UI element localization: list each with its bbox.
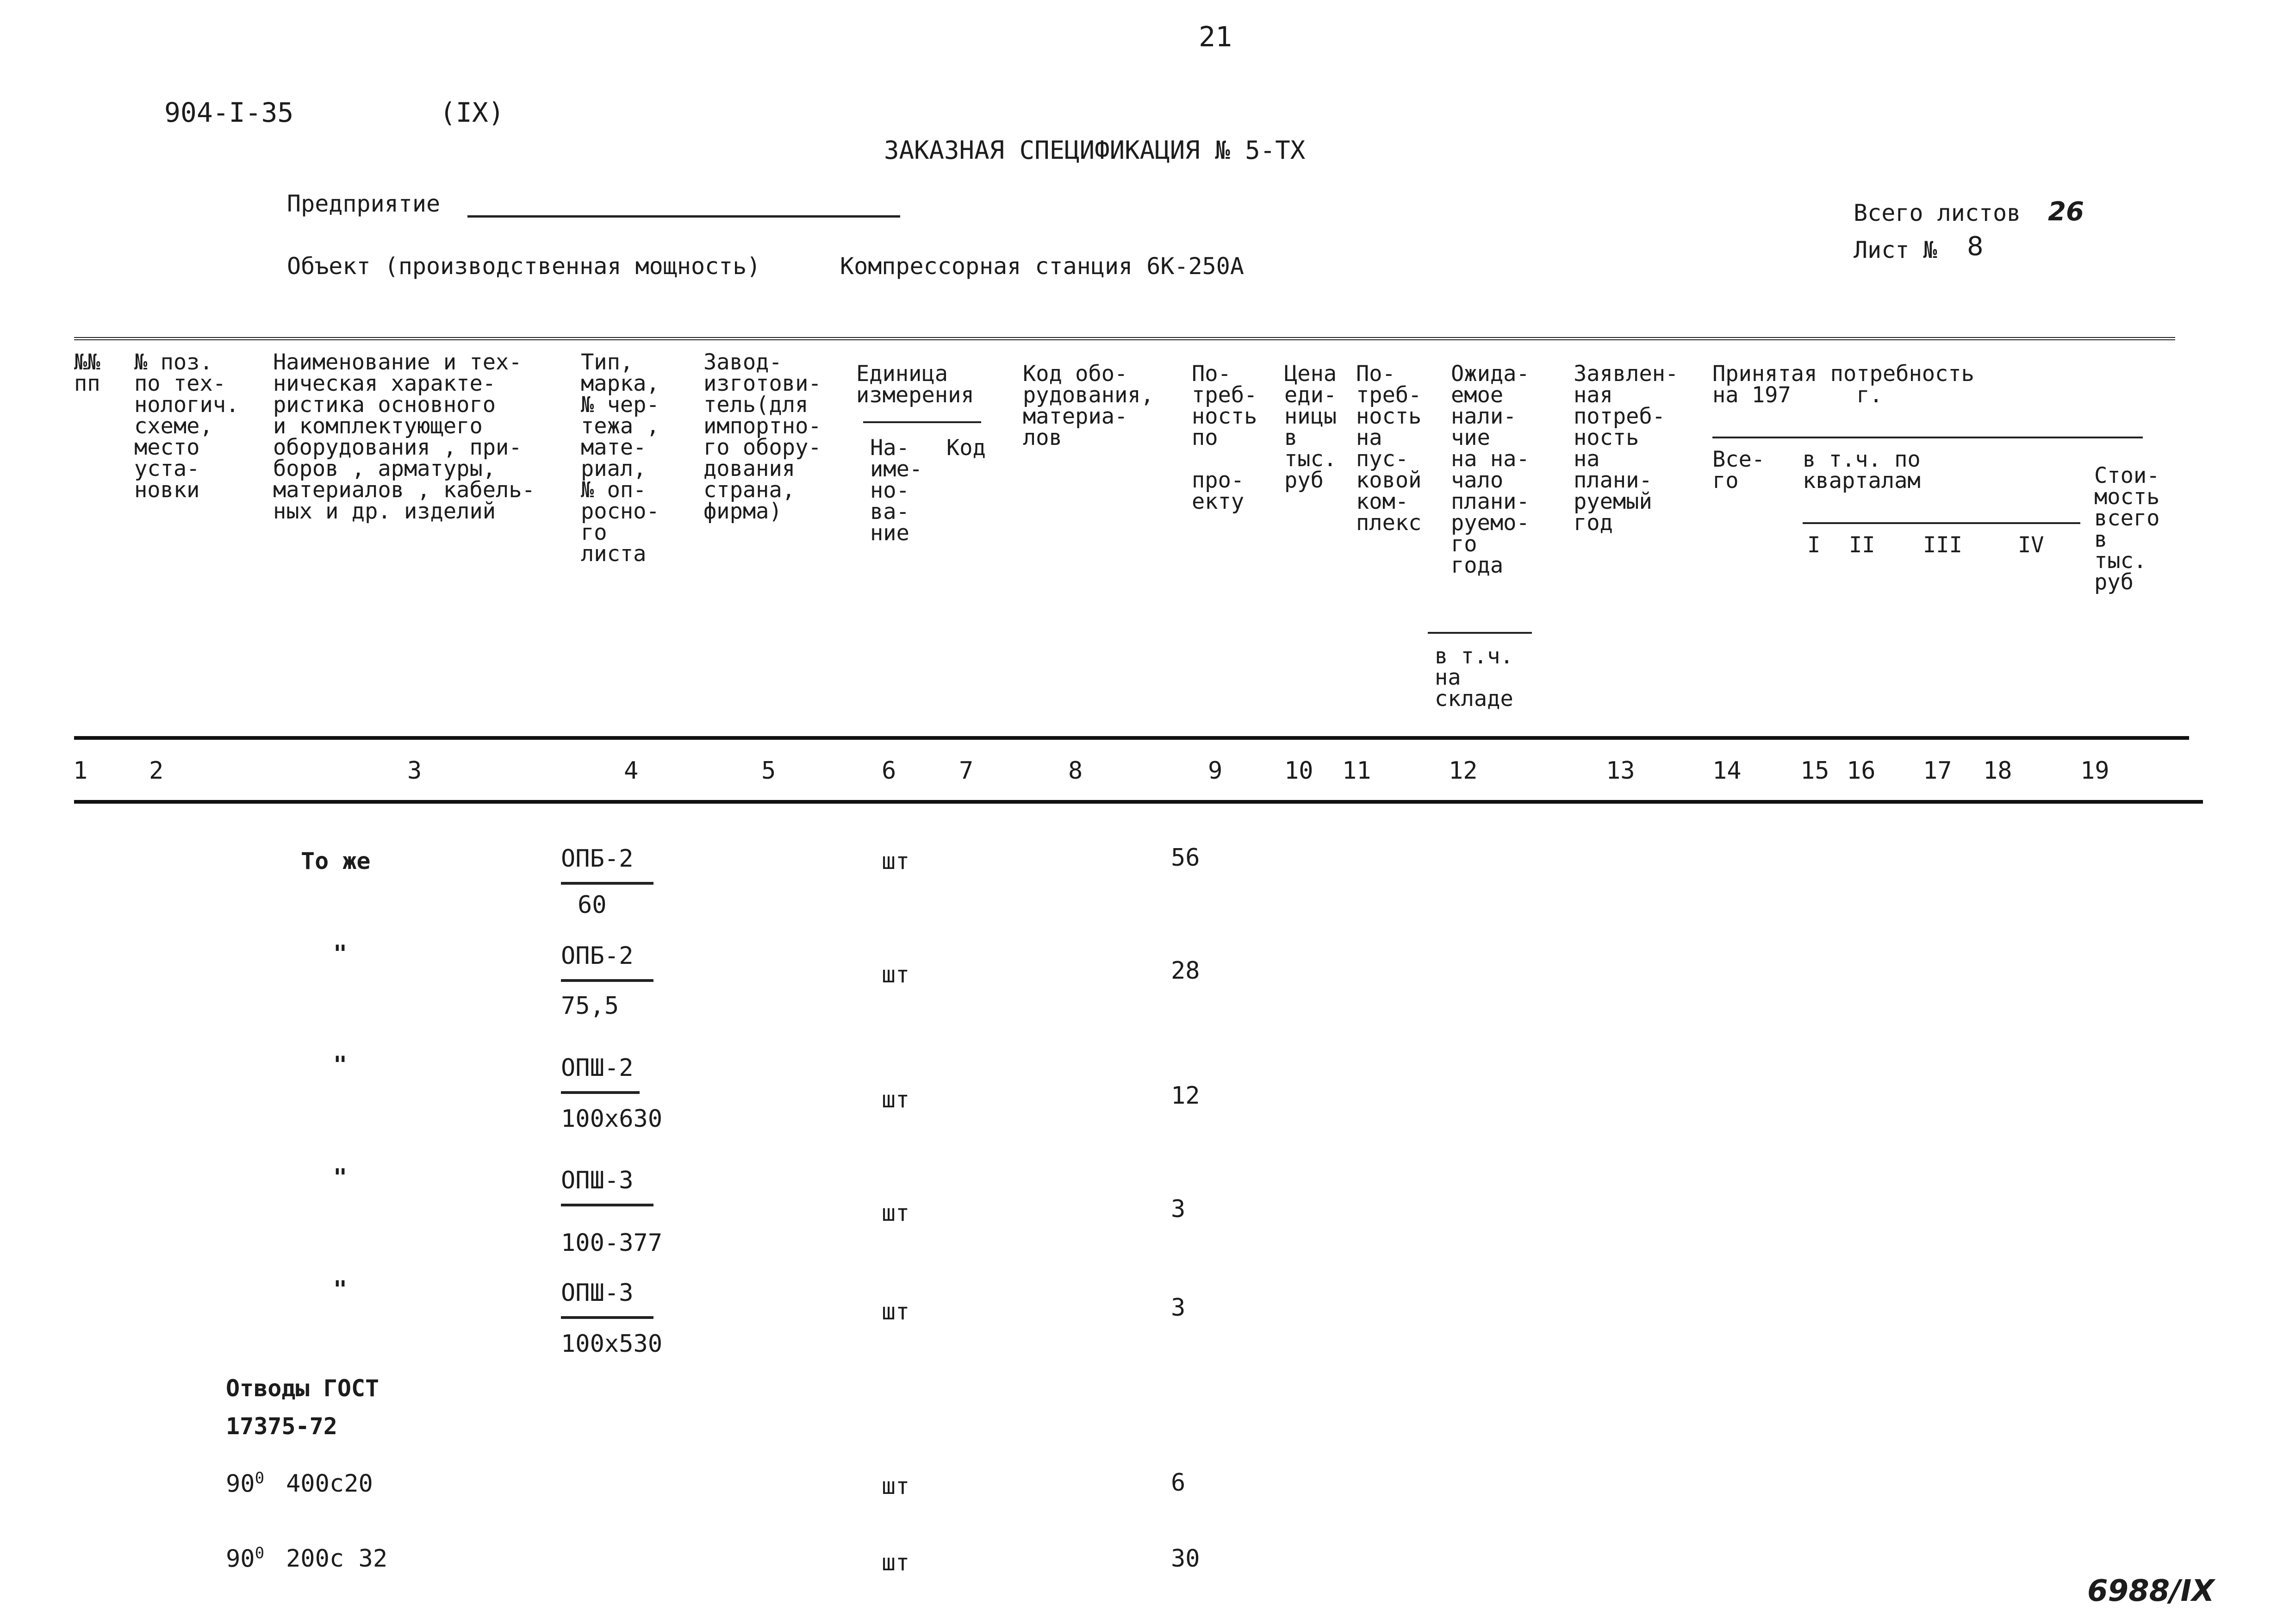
bend-quantity: 30 xyxy=(1171,1545,1200,1573)
item-name: " xyxy=(333,1051,348,1078)
item-unit: шт xyxy=(882,961,910,988)
col-header-3: Наименование и тех- ническая характе- ристика основного и комплектующего оборудования , при- боров , арматуры, материалов , кабель- ных и др. изделий xyxy=(273,350,535,524)
fraction-bar xyxy=(561,1204,653,1206)
col-header-12-sub: в т.ч. на складе xyxy=(1435,643,1513,712)
col-number-15: 15 xyxy=(1800,757,1829,785)
doc-part: (IX) xyxy=(440,97,504,128)
item-name: То же xyxy=(301,848,371,874)
col-number-1: 1 xyxy=(73,757,88,785)
col-number-4: 4 xyxy=(624,757,639,785)
col-number-18: 18 xyxy=(1983,757,2012,785)
col-number-17: 17 xyxy=(1923,757,1952,785)
footer-code: 6988/IX xyxy=(2087,1574,2215,1608)
header-bottom-rule xyxy=(74,736,2189,740)
item-unit: шт xyxy=(882,1086,910,1113)
gost-heading: Отводы ГОСТ 17375-72 xyxy=(226,1375,380,1440)
item-type-bottom: 100х530 xyxy=(561,1330,663,1358)
item-type-bottom: 60 xyxy=(578,891,607,919)
col-number-12: 12 xyxy=(1449,757,1478,785)
unit-group-header: Единица измерения xyxy=(856,361,974,408)
item-name: " xyxy=(333,1276,348,1303)
item-quantity: 3 xyxy=(1171,1294,1186,1322)
col-number-2: 2 xyxy=(149,757,164,785)
item-quantity: 56 xyxy=(1171,844,1200,872)
col-header-8: Код обо- рудования, материа- лов xyxy=(1023,361,1154,450)
accepted-group-divider xyxy=(1712,437,2143,438)
col-number-11: 11 xyxy=(1342,757,1371,785)
col-number-8: 8 xyxy=(1068,757,1083,785)
item-quantity: 28 xyxy=(1171,957,1200,985)
degree-mark: 0 xyxy=(255,1544,265,1562)
item-type-top: ОПШ-3 xyxy=(561,1279,634,1307)
col-header-4: Тип, марка, № чер- тежа , мате- риал, № оп- росно- го листа xyxy=(581,350,660,567)
col-header-13: Заявлен- ная потреб- ность на плани- руемый год xyxy=(1574,361,1679,536)
fraction-bar xyxy=(561,1091,640,1094)
document-title: ЗАКАЗНАЯ СПЕЦИФИКАЦИЯ № 5-ТХ xyxy=(884,136,1306,165)
col-header-11: По- треб- ность на пус- ковой ком- плекс xyxy=(1356,361,1422,536)
item-quantity: 12 xyxy=(1171,1082,1200,1110)
degree-mark: 0 xyxy=(255,1469,265,1487)
enterprise-field-line xyxy=(467,215,900,218)
quarter-3: III xyxy=(1923,532,1962,558)
fraction-bar xyxy=(561,882,653,885)
enterprise-label: Предприятие xyxy=(287,190,441,217)
item-type-bottom: 100х630 xyxy=(561,1105,663,1133)
quarters-divider xyxy=(1803,522,2080,524)
col-header-9b: про- екту xyxy=(1192,468,1244,514)
col-number-13: 13 xyxy=(1606,757,1635,785)
col-number-9: 9 xyxy=(1208,757,1223,785)
col-number-3: 3 xyxy=(407,757,422,785)
col-header-7: Код xyxy=(946,435,986,461)
col-header-19: Стои- мость всего в тыс. руб xyxy=(2094,463,2160,595)
item-unit: шт xyxy=(882,1298,910,1325)
quarter-2: II xyxy=(1849,532,1875,558)
col-header-14: Все- го xyxy=(1712,447,1765,493)
col-header-10: Цена еди- ницы в тыс. руб xyxy=(1284,361,1337,493)
item-unit: шт xyxy=(882,1199,910,1226)
col-header-9a: По- треб- ность по xyxy=(1192,361,1257,450)
bend-angle xyxy=(226,1542,265,1573)
quarters-header: в т.ч. по кварталам xyxy=(1803,447,1921,493)
col12-divider xyxy=(1428,632,1532,634)
quarter-1: I xyxy=(1807,532,1821,558)
object-value: Компрессорная станция 6К-250А xyxy=(840,253,1244,280)
bend-size: 400с20 xyxy=(286,1470,373,1498)
fraction-bar xyxy=(561,979,653,982)
object-label: Объект (производственная мощность) xyxy=(287,253,761,280)
total-sheets-label: Всего листов xyxy=(1854,200,2021,226)
total-sheets-value: 26 xyxy=(2048,197,2084,227)
unit-group-divider xyxy=(863,421,981,423)
item-unit: шт xyxy=(882,848,910,874)
item-type-top: ОПШ-3 xyxy=(561,1167,634,1194)
item-name: " xyxy=(333,1164,348,1191)
col-header-6: На- име- но- ва- ние xyxy=(870,435,923,546)
sheet-value: 8 xyxy=(1967,231,1984,262)
col-number-7: 7 xyxy=(959,757,974,785)
bend-unit: шт xyxy=(882,1473,910,1499)
item-type-top: ОПШ-2 xyxy=(561,1054,634,1082)
accepted-group-header: Принятая потребность на 197 г. xyxy=(1712,361,1974,408)
bend-angle xyxy=(226,1467,265,1498)
item-type-top: ОПБ-2 xyxy=(561,845,634,873)
item-quantity: 3 xyxy=(1171,1195,1186,1223)
col-number-10: 10 xyxy=(1284,757,1313,785)
bend-quantity: 6 xyxy=(1171,1469,1186,1497)
item-type-bottom: 75,5 xyxy=(561,992,619,1020)
page-number: 21 xyxy=(1199,21,1232,53)
bend-unit: шт xyxy=(882,1549,910,1576)
bend-angle-value: 90 xyxy=(226,1545,255,1573)
col-header-1: №№ пп xyxy=(74,350,100,396)
col-header-2: № поз. по тех- нологич. схеме, место уста- новки xyxy=(134,350,239,503)
col-header-5: Завод- изготови- тель(для импортно- го обору- дования страна, фирма) xyxy=(703,350,821,524)
bend-angle-value: 90 xyxy=(226,1470,255,1498)
bend-size: 200с 32 xyxy=(286,1545,388,1573)
table-top-border xyxy=(74,337,2175,340)
col-number-5: 5 xyxy=(761,757,776,785)
col-number-19: 19 xyxy=(2080,757,2109,785)
item-type-bottom: 100-377 xyxy=(561,1229,663,1257)
col-header-12: Ожида- емое нали- чие на на- чало плани- руемо- го года xyxy=(1451,361,1530,578)
fraction-bar xyxy=(561,1316,653,1319)
item-type-top: ОПБ-2 xyxy=(561,942,634,970)
col-number-14: 14 xyxy=(1712,757,1742,785)
item-name: " xyxy=(333,940,348,967)
quarter-4: IV xyxy=(2018,532,2044,558)
col-number-16: 16 xyxy=(1847,757,1876,785)
col-numbers-bottom-rule xyxy=(74,800,2203,804)
doc-code: 904-I-35 xyxy=(164,97,294,128)
col-number-6: 6 xyxy=(882,757,896,785)
sheet-label: Лист № xyxy=(1854,237,1937,263)
